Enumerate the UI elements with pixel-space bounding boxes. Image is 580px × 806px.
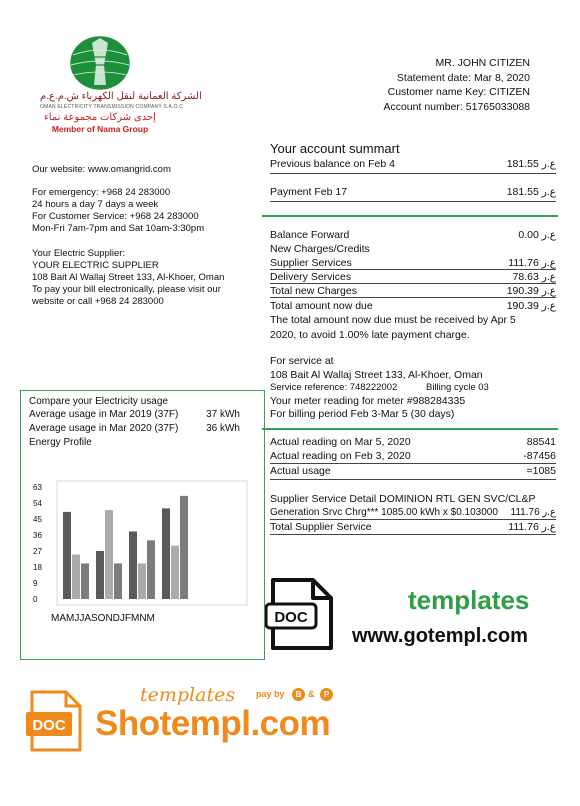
supplier-address: 108 Bait Al Wallaj Street 133, Al-Khoer, Oman bbox=[32, 272, 225, 283]
logo-english-company: OMAN ELECTRICITY TRANSMISSION COMPANY S.A.O.C bbox=[40, 104, 184, 110]
generation-charge-label: Generation Srvc Chrg*** 1085.00 kWh x $0.103000 bbox=[270, 507, 498, 518]
total-new-charges-row bbox=[270, 284, 556, 298]
payment-label: Payment Feb 17 bbox=[270, 186, 348, 198]
shotempl-logo-text[interactable]: Shotempl.com bbox=[95, 704, 331, 743]
previous-balance-value: ع.ر 181.55 bbox=[506, 158, 556, 170]
website-text: Our website: www.omangrid.com bbox=[32, 164, 171, 175]
chart-bar bbox=[72, 555, 80, 599]
service-at-label: For service at bbox=[270, 355, 334, 367]
actual-mar-row bbox=[270, 435, 556, 449]
statement-date: Statement date: Mar 8, 2020 bbox=[396, 71, 530, 84]
chart-bar bbox=[147, 540, 155, 599]
y-tick-label: 36 bbox=[33, 531, 42, 540]
supplier-services-row bbox=[270, 256, 556, 270]
actual-usage-value: =1085 bbox=[526, 465, 556, 477]
pay-by-label bbox=[256, 689, 285, 699]
pay-instructions-1: To pay your bill electronically, please visit our bbox=[32, 284, 221, 295]
logo-arabic-company: الشركة العمانية لنقل الكهرباء ش.م.ع.م bbox=[40, 91, 202, 102]
divider bbox=[270, 173, 556, 174]
energy-profile-chart bbox=[21, 479, 263, 629]
total-supplier-row bbox=[270, 520, 556, 534]
chart-bar bbox=[171, 546, 179, 599]
y-tick-label: 27 bbox=[33, 547, 42, 556]
avg-2020-value: 36 kWh bbox=[206, 423, 240, 434]
total-supplier-value: ع.ر 111.76 bbox=[508, 521, 556, 533]
paypal-icon: P bbox=[320, 688, 333, 701]
chart-bar bbox=[105, 510, 113, 599]
service-address: 108 Bait Al Wallaj Street 133, Al-Khoer, Oman bbox=[270, 369, 483, 381]
due-notice-2: 2020, to avoid 1.00% late payment charge. bbox=[270, 329, 470, 341]
chart-bar bbox=[114, 563, 122, 599]
divider bbox=[270, 297, 556, 298]
service-reference: Service reference: 748222002 bbox=[270, 382, 398, 393]
pay-instructions-2: website or call +968 24 283000 bbox=[32, 296, 164, 307]
generation-charge-value: ع.ر 111.76 bbox=[510, 507, 556, 518]
actual-usage-row bbox=[270, 464, 556, 478]
supplier-services-label: Supplier Services bbox=[270, 257, 352, 269]
delivery-services-label: Delivery Services bbox=[270, 271, 352, 283]
billing-period: For billing period Feb 3-Mar 5 (30 days) bbox=[270, 408, 455, 420]
gotempl-url[interactable]: www.gotempl.com bbox=[352, 625, 528, 647]
supplier-name: YOUR ELECTRIC SUPPLIER bbox=[32, 260, 159, 271]
total-due-value: ع.ر 190.39 bbox=[506, 300, 556, 312]
chart-bar bbox=[81, 563, 89, 599]
service-address-row bbox=[270, 368, 556, 382]
templates-watermark: templates bbox=[408, 585, 530, 615]
divider bbox=[270, 201, 556, 202]
total-due-row bbox=[270, 299, 556, 313]
y-tick-label: 54 bbox=[33, 499, 42, 508]
chart-bar bbox=[162, 508, 170, 599]
amp-text: & bbox=[308, 689, 315, 699]
emergency-hours: 24 hours a day 7 days a week bbox=[32, 199, 159, 210]
new-charges-credits-label: New Charges/Credits bbox=[270, 243, 370, 255]
actual-reading-mar-value: 88541 bbox=[526, 436, 556, 448]
notice-row-2 bbox=[270, 328, 556, 342]
usage-box-title: Compare your Electricity usage bbox=[29, 396, 168, 407]
actual-reading-feb-value: -87456 bbox=[523, 450, 556, 462]
meter-reading: Your meter reading for meter #988284335 bbox=[270, 395, 466, 407]
y-tick-label: 0 bbox=[33, 595, 38, 604]
actual-feb-row bbox=[270, 449, 556, 463]
supplier-services-value: ع.ر 111.76 bbox=[508, 257, 556, 269]
avg-2019-label: Average usage in Mar 2019 (37F) bbox=[29, 409, 179, 420]
customer-service-hours: Mon-Fri 7am-7pm and Sat 10am-3:30pm bbox=[32, 223, 205, 234]
actual-usage-label: Actual usage bbox=[270, 465, 331, 477]
customer-service-phone: For Customer Service: +968 24 283000 bbox=[32, 211, 199, 222]
chart-bar bbox=[96, 551, 104, 599]
supplier-detail-row bbox=[270, 492, 556, 506]
usage-comparison-box bbox=[20, 390, 265, 660]
total-due-label: Total amount now due bbox=[270, 300, 373, 312]
notice-row-1 bbox=[270, 313, 556, 327]
customer-name: MR. JOHN CITIZEN bbox=[435, 57, 530, 69]
globe-icon bbox=[40, 35, 160, 91]
total-new-charges-value: ع.ر 190.39 bbox=[506, 285, 556, 297]
orange-doc-icon bbox=[24, 690, 84, 752]
emergency-phone: For emergency: +968 24 283000 bbox=[32, 187, 171, 198]
divider bbox=[270, 534, 556, 535]
account-summary-title: Your account summart bbox=[270, 141, 400, 156]
balance-forward-row bbox=[270, 228, 556, 242]
logo-english-group: Member of Nama Group bbox=[51, 124, 149, 134]
avg-2019-value: 37 kWh bbox=[206, 409, 240, 420]
previous-balance-label: Previous balance on Feb 4 bbox=[270, 158, 395, 170]
payment-value: ع.ر 181.55 bbox=[506, 186, 556, 198]
pay-by-text: pay by bbox=[256, 689, 285, 699]
billing-period-row bbox=[270, 407, 556, 421]
divider bbox=[270, 479, 556, 480]
energy-profile-label: Energy Profile bbox=[29, 437, 92, 448]
doc-icon-label: DOC bbox=[274, 609, 308, 626]
chart-bar bbox=[138, 563, 146, 599]
new-charges-credits-row bbox=[270, 242, 556, 256]
account-number: Account number: 51765033088 bbox=[383, 100, 530, 113]
previous-balance-row bbox=[270, 157, 556, 171]
bitcoin-icon: B bbox=[292, 688, 305, 701]
service-at-row bbox=[270, 354, 556, 368]
supplier-label: Your Electric Supplier: bbox=[32, 248, 126, 259]
avg-2020-label: Average usage in Mar 2020 (37F) bbox=[29, 423, 179, 434]
orange-doc-label: DOC bbox=[32, 717, 66, 734]
billing-cycle: Billing cycle 03 bbox=[426, 382, 489, 393]
total-supplier-label: Total Supplier Service bbox=[270, 521, 372, 533]
meter-reading-row bbox=[270, 394, 556, 408]
templates-script-text: templates bbox=[140, 684, 236, 706]
x-axis-month-labels: MAMJJASONDJFMNM bbox=[51, 613, 155, 624]
y-tick-label: 18 bbox=[33, 563, 42, 572]
balance-forward-label: Balance Forward bbox=[270, 229, 350, 241]
delivery-services-value: ع.ر 78.63 bbox=[512, 271, 556, 283]
payment-row bbox=[270, 185, 556, 199]
company-logo bbox=[40, 35, 202, 135]
y-tick-label: 63 bbox=[33, 483, 42, 492]
supplier-service-detail: Supplier Service Detail DOMINION RTL GEN SVC/CL&P bbox=[270, 493, 536, 505]
actual-reading-feb-label: Actual reading on Feb 3, 2020 bbox=[270, 450, 411, 462]
section-divider bbox=[262, 428, 558, 430]
doc-file-icon bbox=[265, 578, 335, 650]
section-divider bbox=[262, 215, 558, 217]
actual-reading-mar-label: Actual reading on Mar 5, 2020 bbox=[270, 436, 411, 448]
customer-key: Customer name Key: CITIZEN bbox=[387, 86, 530, 98]
chart-bar bbox=[180, 496, 188, 599]
customer-info bbox=[383, 56, 530, 114]
delivery-services-row bbox=[270, 270, 556, 284]
total-new-charges-label: Total new Charges bbox=[270, 285, 357, 297]
generation-row bbox=[270, 506, 556, 520]
y-tick-label: 9 bbox=[33, 579, 38, 588]
y-tick-label: 45 bbox=[33, 515, 42, 524]
balance-forward-value: ع.ر 0.00 bbox=[518, 229, 556, 241]
due-notice-1: The total amount now due must be received by Apr 5 bbox=[270, 314, 516, 326]
chart-bar bbox=[63, 512, 71, 599]
chart-bar bbox=[129, 531, 137, 599]
logo-arabic-group: إحدى شركات مجموعة نماء bbox=[44, 112, 156, 123]
service-reference-row bbox=[270, 381, 556, 395]
